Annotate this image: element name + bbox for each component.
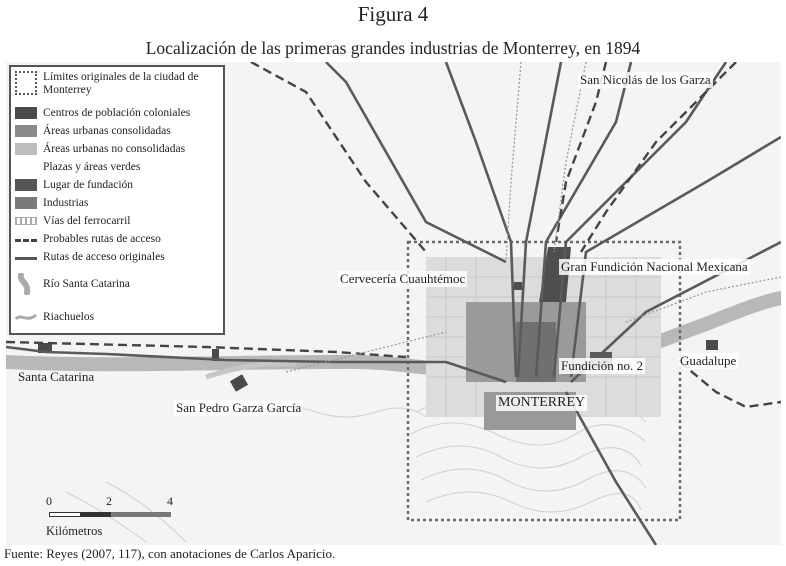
legend	[9, 65, 225, 335]
legend-symbol-rail	[15, 217, 37, 225]
legend-item-colonial-centers	[15, 107, 190, 120]
legend-symbol-dotted-box	[15, 71, 37, 95]
legend-symbol-solid-line	[15, 257, 37, 260]
label-cerveceria: Cervecería Cuauhtémoc	[340, 271, 466, 286]
label-monterrey: MONTERREY	[498, 395, 586, 410]
label-san-pedro: San Pedro Garza García	[176, 400, 302, 415]
legend-label: Río Santa Catarina	[43, 278, 130, 290]
map	[6, 62, 781, 545]
legend-item-foundation	[15, 179, 133, 192]
scale-bar	[46, 494, 196, 544]
scale-unit: Kilómetros	[46, 524, 103, 538]
legend-item-river	[15, 273, 130, 295]
legend-label: Vías del ferrocarril	[43, 215, 131, 227]
legend-label: Áreas urbanas consolidadas	[43, 125, 171, 137]
legend-label: Probables rutas de acceso	[43, 233, 161, 245]
legend-label: Plazas y áreas verdes	[43, 161, 141, 173]
legend-symbol-medium-fill	[15, 125, 37, 137]
label-fundicion-2: Fundición no. 2	[561, 358, 643, 373]
scale-tick: 2	[106, 494, 112, 508]
legend-label: Áreas urbanas no consolidadas	[43, 143, 186, 155]
legend-item-non-consolidated	[15, 143, 185, 156]
site-san-pedro	[230, 374, 248, 391]
legend-symbol-medium-fill	[15, 197, 37, 209]
figure-label: Figura 4	[357, 2, 429, 26]
legend-symbol-none	[15, 161, 37, 173]
legend-item-industries	[15, 197, 88, 210]
label-guadalupe: Guadalupe	[680, 353, 737, 368]
legend-symbol-dark-fill	[15, 179, 37, 191]
site-guadalupe	[706, 340, 718, 350]
label-santa-catarina: Santa Catarina	[18, 369, 95, 384]
legend-symbol-dark-fill	[15, 107, 37, 119]
legend-label: Centros de población coloniales	[43, 107, 191, 119]
scale-tick: 0	[46, 494, 52, 508]
label-gran-fundicion: Gran Fundición Nacional Mexicana	[561, 259, 748, 274]
legend-label: Riachuelos	[43, 311, 95, 323]
industry-cerveceria	[514, 282, 522, 290]
legend-symbol-light-fill	[15, 143, 37, 155]
legend-label: Industrias	[43, 197, 89, 209]
legend-symbol-stream	[15, 311, 37, 323]
legend-label: Límites originales de la ciudad de Monterrey	[43, 71, 199, 96]
legend-item-original-routes	[15, 251, 165, 264]
legend-item-plazas	[15, 161, 140, 174]
scale-segment	[81, 512, 111, 517]
figure-title: Localización de las primeras grandes industrias de Monterrey, en 1894	[145, 38, 641, 58]
legend-item-probable-routes	[15, 233, 161, 246]
scale-segment	[49, 512, 81, 517]
legend-item-consolidated	[15, 125, 171, 138]
legend-symbol-river	[15, 273, 37, 295]
figure-source: Fuente: Reyes (2007, 117), con anotaciones de Carlos Aparicio.	[4, 546, 336, 561]
legend-item-city-limits	[15, 71, 203, 97]
legend-label: Rutas de acceso originales	[43, 251, 165, 263]
legend-symbol-dashed-line	[15, 239, 37, 242]
scale-segment	[111, 512, 171, 517]
scale-tick: 4	[167, 494, 173, 508]
legend-label: Lugar de fundación	[43, 179, 134, 191]
label-san-nicolas: San Nicolás de los Garza	[580, 72, 711, 87]
legend-item-streams	[15, 311, 94, 324]
legend-item-railways	[15, 215, 130, 228]
